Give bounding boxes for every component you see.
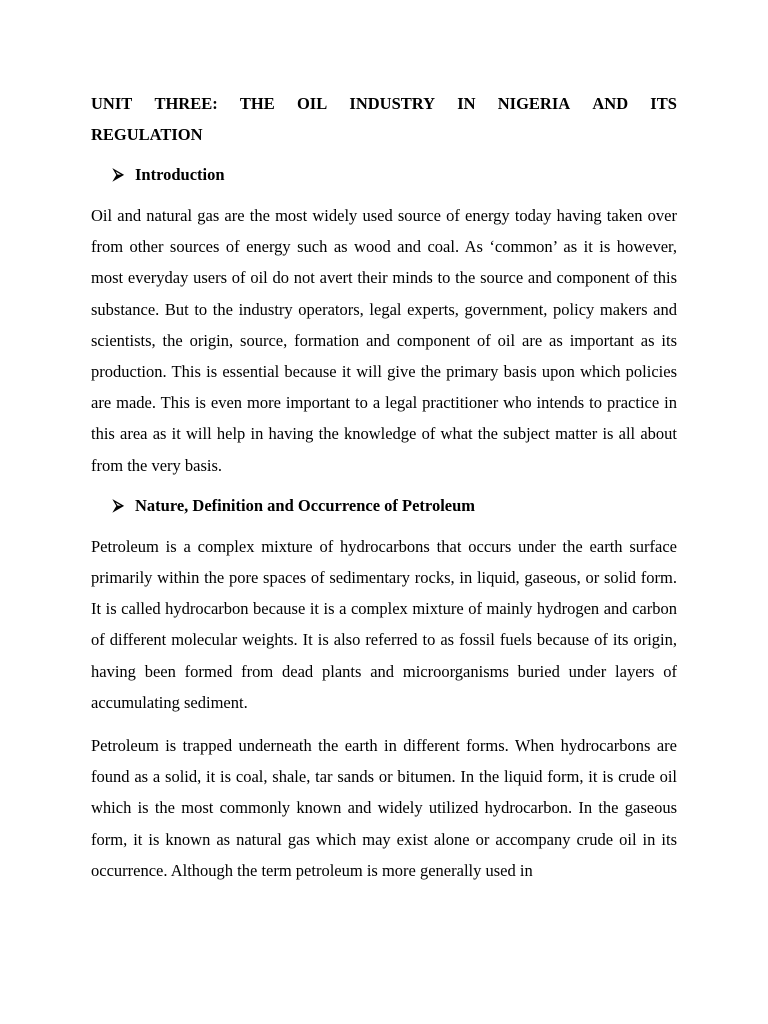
title-word: INDUSTRY [349, 94, 436, 113]
section-heading-nature-definition [113, 495, 677, 517]
document-page [91, 88, 677, 898]
paragraph: Petroleum is a complex mixture of hydrocarbons that occurs under the earth surface primarily within the pore spaces of sedimentary rocks, in liquid, gaseous, or solid form. It is called hydrocarbon because it is a complex mixture of mainly hydrogen and carbon of different molecular weights. It is also referred to as fossil fuels because of its origin, having been formed from dead plants and microorganisms buried under layers of accumulating sediment. [91, 536, 677, 712]
title-word: NIGERIA [497, 94, 571, 113]
unit-title [91, 88, 677, 150]
title-word: UNIT [91, 94, 133, 113]
section-heading-label: Introduction [135, 165, 225, 184]
title-word: OIL [296, 94, 328, 113]
title-word: IN [457, 94, 476, 113]
unit-title-line1 [91, 88, 677, 119]
paragraph: Oil and natural gas are the most widely used source of energy today having taken over from other sources of energy such as wood and coal. As ‘common’ as it is however, most everyday users of oil do not avert their minds to the source and component of this substance. But to the industry operators, legal experts, government, policy makers and scientists, the origin, source, formation and component of oil are as important as its production. This is essential because it will give the primary basis upon which policies are made. This is even more important to a legal practitioner who intends to practice in this area as it will help in having the knowledge of what the subject matter is all about from the very basis. [91, 206, 677, 475]
arrow-bullet-icon: ⮚ [113, 167, 124, 183]
paragraph: Petroleum is trapped underneath the earth in different forms. When hydrocarbons are found as a solid, it is coal, shale, tar sands or bitumen. In the liquid form, it is crude oil which is the most commonly known and widely utilized hydrocarbon. In the gaseous form, it is known as natural gas which may exist alone or accompany crude oil in its occurrence. Although the term petroleum is more generally used in [91, 736, 677, 880]
section-heading-label: Nature, Definition and Occurrence of Petroleum [135, 495, 476, 515]
title-word: ITS [650, 94, 677, 113]
section-heading-introduction [113, 164, 677, 186]
title-word: THE [239, 94, 275, 113]
unit-title-line2: REGULATION [91, 125, 203, 144]
arrow-bullet-icon: ⮚ [113, 497, 124, 514]
title-word: THREE: [154, 94, 218, 113]
title-word: AND [592, 94, 629, 113]
